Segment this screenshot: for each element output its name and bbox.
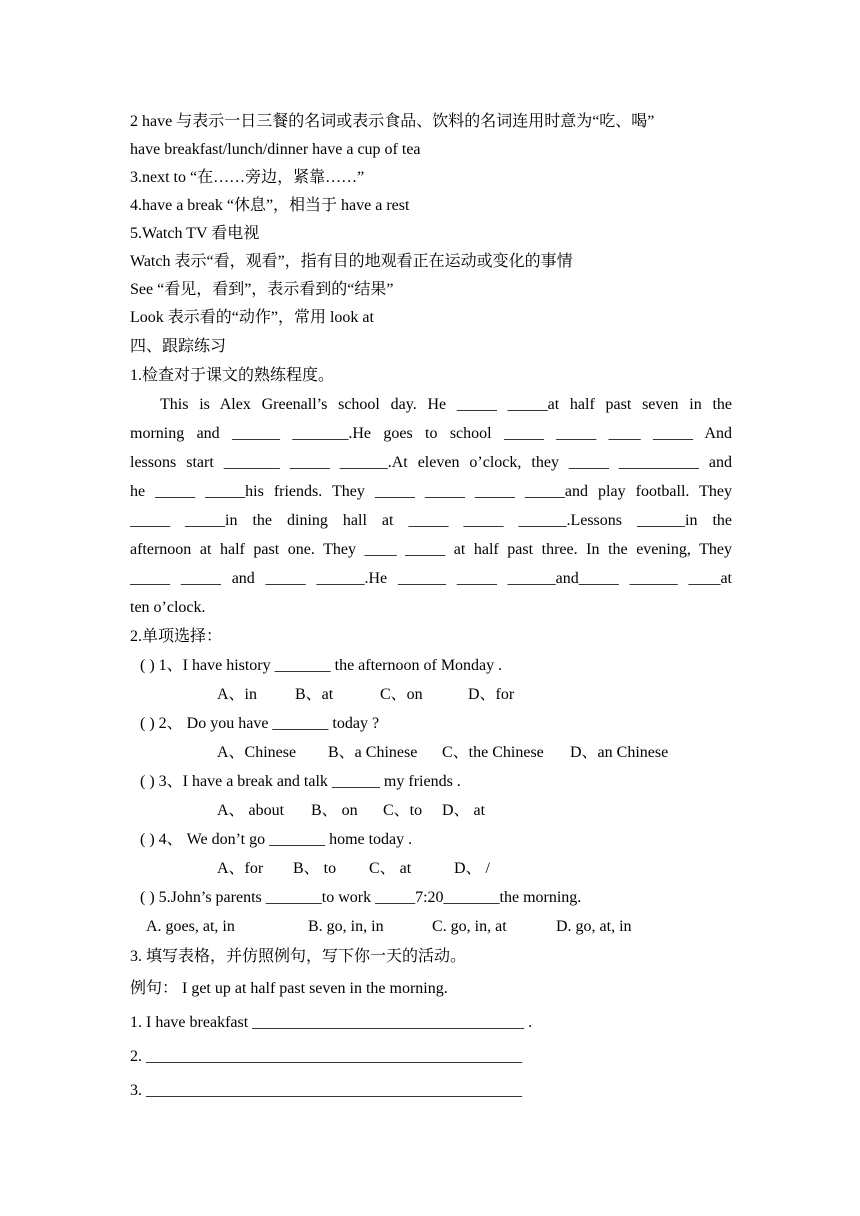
option: B、 to (293, 860, 337, 877)
answer-line-2: 2. _______________________________________________ (130, 1048, 522, 1065)
option: C. go, in, at (432, 918, 507, 935)
option: B、a Chinese (328, 744, 418, 761)
note-line: Watch 表示“看，观看”，指有目的地观看正在运动或变化的事情 (130, 253, 573, 270)
question-1: ( ) 1、I have history _______ the afternoon of Monday . (140, 657, 503, 674)
note-line: Look 表示看的“动作”，常用 look at (130, 309, 374, 326)
option: A. goes, at, in (146, 918, 235, 935)
answer-line-1: 1. I have breakfast __________________________________ . (130, 1014, 533, 1031)
document-page (130, 108, 732, 1108)
task2-title: 2.单项选择： (130, 628, 223, 645)
paragraph-line: he _____ _____his friends. They _____ _____ _____ _____and play football. They (130, 483, 732, 500)
option: C、to (383, 802, 423, 819)
option: A、in (217, 686, 258, 703)
option: A、 about (217, 802, 285, 819)
option: C、on (380, 686, 423, 703)
option: D、for (468, 686, 515, 703)
options-4 (130, 854, 732, 883)
options-3 (130, 796, 732, 825)
option: D、an Chinese (570, 744, 669, 761)
option: C、the Chinese (442, 744, 544, 761)
paragraph-line: _____ _____ and _____ ______.He ______ _____ ______and_____ ______ ____at (130, 570, 732, 587)
question-2: ( ) 2、 Do you have _______ today ? (140, 715, 380, 732)
task3-title: 3. 填写表格，并仿照例句，写下你一天的活动。 (130, 948, 467, 965)
answer-line-3: 3. _______________________________________________ (130, 1082, 522, 1099)
option: D、 / (454, 860, 491, 877)
question-4: ( ) 4、 We don’t go _______ home today . (140, 831, 413, 848)
option: A、for (217, 860, 264, 877)
option: A、Chinese (217, 744, 297, 761)
paragraph-line: _____ _____in the dining hall at _____ _____ ______.Lessons ______in the (130, 512, 732, 529)
options-2 (130, 738, 732, 767)
paragraph-line: afternoon at half past one. They ____ _____ at half past three. In the evening, They (130, 541, 732, 558)
option: B、at (295, 686, 334, 703)
question-3: ( ) 3、I have a break and talk ______ my friends . (140, 773, 461, 790)
option: B. go, in, in (308, 918, 384, 935)
paragraph-line: ten o’clock. (130, 599, 206, 616)
note-line: 3.next to “在……旁边，紧靠……” (130, 169, 365, 186)
paragraph-line: lessons start _______ _____ ______.At eleven o’clock, they _____ __________ and (130, 454, 732, 471)
note-line: 5.Watch TV 看电视 (130, 225, 260, 242)
notes-section (130, 108, 732, 332)
note-line: 4.have a break “休息”，相当于 have a rest (130, 197, 410, 214)
paragraph-line: morning and ______ _______.He goes to school _____ _____ ____ _____ And (130, 425, 732, 442)
option: D、 at (442, 802, 486, 819)
note-line: have breakfast/lunch/dinner have a cup of tea (130, 141, 421, 158)
task1-paragraph (130, 390, 732, 622)
options-1 (130, 680, 732, 709)
example-sentence: 例句： I get up at half past seven in the morning. (130, 980, 448, 997)
option: C、 at (369, 860, 412, 877)
option: D. go, at, in (556, 918, 632, 935)
section-heading: 四、跟踪练习 (130, 338, 227, 355)
option: B、 on (311, 802, 358, 819)
note-line: See “看见，看到”，表示看到的“结果” (130, 281, 394, 298)
task1-title: 1.检查对于课文的熟练程度。 (130, 367, 335, 384)
paragraph-line: This is Alex Greenall’s school day. He _____ _____at half past seven in the (160, 396, 732, 413)
question-5: ( ) 5.John’s parents _______to work _____7:20_______the morning. (140, 889, 582, 906)
options-5 (130, 912, 732, 941)
task3-section (130, 972, 732, 1108)
note-line: 2 have 与表示一日三餐的名词或表示食品、饮料的名词连用时意为“吃、喝” (130, 113, 655, 130)
